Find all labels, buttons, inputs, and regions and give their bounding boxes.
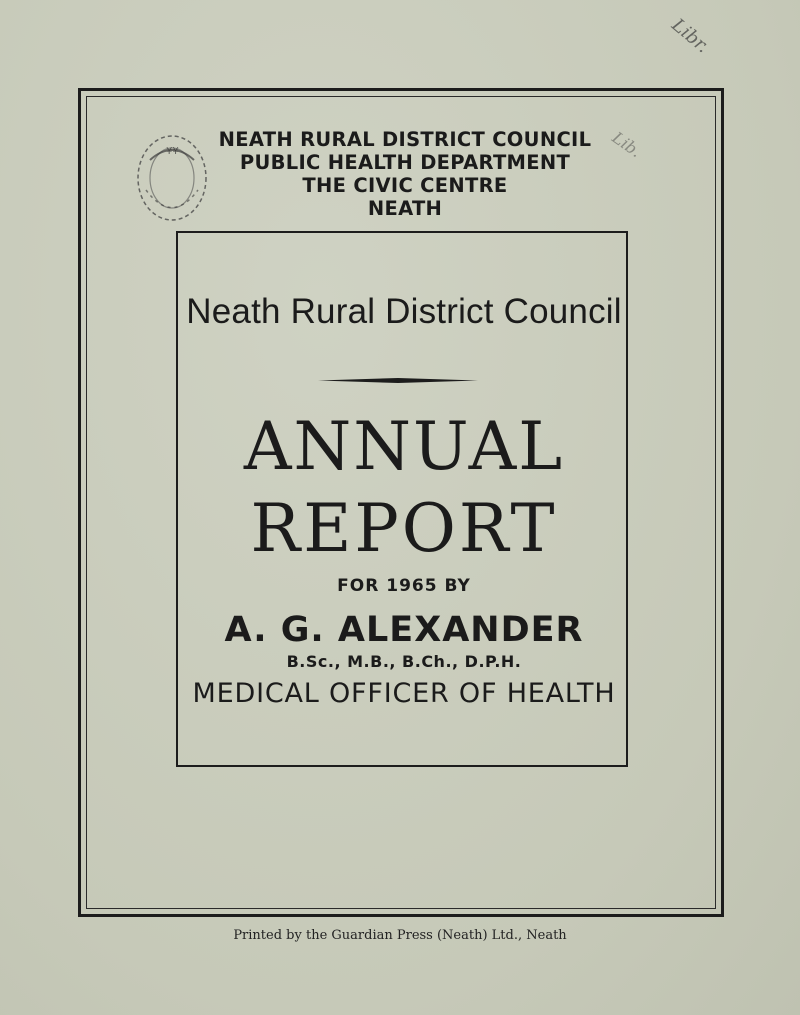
header-line-civic-centre: THE CIVIC CENTRE (302, 174, 508, 197)
author-role: MEDICAL OFFICER OF HEALTH (192, 678, 616, 709)
report-title-annual: ANNUAL (243, 408, 565, 485)
author-degrees: B.Sc., M.B., B.Ch., D.P.H. (286, 652, 522, 671)
decorative-rule (318, 378, 478, 383)
department-header (200, 128, 610, 220)
report-year-line: FOR 1965 BY (337, 576, 471, 596)
library-stamp-mid: Lib. (608, 127, 646, 162)
report-title-report: REPORT (250, 490, 558, 567)
header-line-town: NEATH (367, 197, 443, 220)
library-stamp-top: Libr. (667, 14, 713, 58)
council-title: Neath Rural District Council (186, 292, 622, 331)
author-name: A. G. ALEXANDER (224, 610, 584, 650)
header-line-department: PUBLIC HEALTH DEPARTMENT (239, 151, 571, 174)
header-line-council: NEATH RURAL DISTRICT COUNCIL (218, 128, 592, 151)
svg-text:¥¥: ¥¥ (166, 146, 179, 157)
printer-imprint: Printed by the Guardian Press (Neath) Ltd., Neath (233, 928, 567, 943)
